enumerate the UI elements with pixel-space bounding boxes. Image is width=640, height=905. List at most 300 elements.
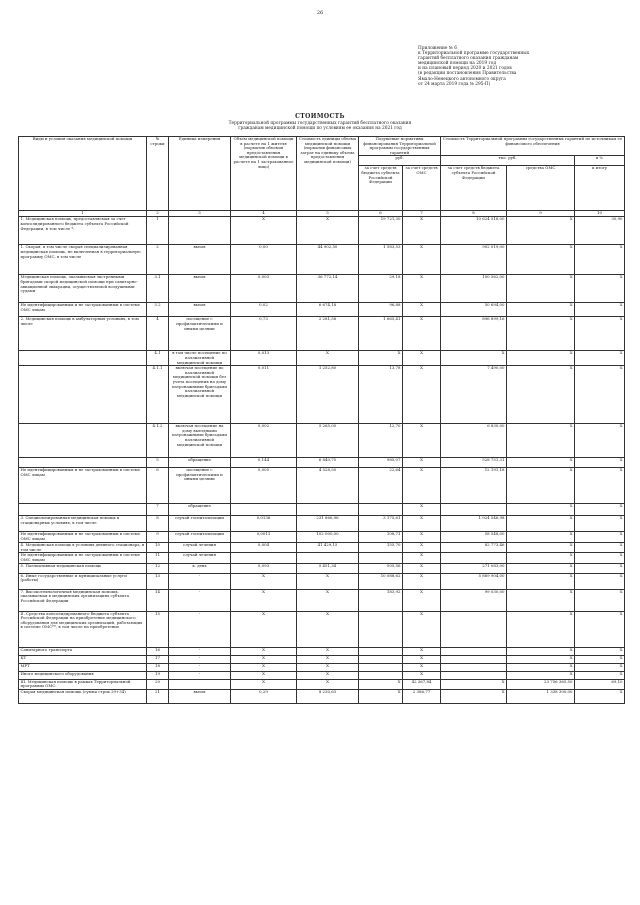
page-number: 26: [316, 10, 324, 16]
row-pc-oms: X: [403, 647, 441, 655]
row-unit-cost: 6 840,75: [297, 458, 359, 468]
table-row: [19, 543, 625, 553]
row-unit: вызов: [169, 245, 231, 275]
row-pc-oms: X: [403, 468, 441, 504]
row-unit-cost: 102 000,00: [297, 532, 359, 543]
row-number: 20: [147, 679, 169, 689]
row-volume: 0,002: [231, 424, 297, 458]
row-percent: X: [575, 689, 625, 703]
row-unit-cost: X: [297, 671, 359, 679]
row-sum-budget: [441, 671, 507, 679]
appendix-note: [418, 46, 623, 87]
row-unit-cost: X: [297, 351, 359, 366]
appendix-line: и на плановый период 2020 и 2021 годов: [418, 66, 512, 72]
row-unit: -: [169, 611, 231, 647]
header-row-number: № строки: [147, 137, 169, 211]
row-sum-oms: X: [507, 458, 575, 468]
row-percent: X: [575, 589, 625, 611]
row-sum-oms: X: [507, 563, 575, 573]
row-sum-budget: 896 899,16: [441, 317, 507, 351]
row-number: 4: [147, 317, 169, 351]
header-unit-cost: Стоимость единицы объема медицинской помощи (норматив финансовых затрат на единицу объема предоставления медицинской помощи): [297, 137, 359, 211]
row-number: 14: [147, 589, 169, 611]
row-pc-budget: 19 721,30: [359, 217, 403, 245]
row-sum-oms: X: [507, 351, 575, 366]
table-row: [19, 468, 625, 504]
row-unit-cost: 44 902,50: [297, 245, 359, 275]
row-number: 3.2: [147, 303, 169, 317]
row-sum-oms: X: [507, 543, 575, 553]
row-pc-budget: 1 583,53: [359, 245, 403, 275]
row-sum-budget: 902 019,00: [441, 245, 507, 275]
row-unit: вызов: [169, 689, 231, 703]
row-volume: 0,144: [231, 458, 297, 468]
row-unit: -: [169, 671, 231, 679]
column-number: 1: [19, 211, 147, 217]
row-unit: включая посещение по паллиативной медицинской помощи без учета посещения на дому патронажными бригадами паллиативной медицинской помощи: [169, 366, 231, 424]
row-number: 12: [147, 563, 169, 573]
table-row: [19, 647, 625, 655]
row-percent: X: [575, 543, 625, 553]
header-percent-label: в %: [595, 155, 604, 161]
row-unit-cost: 6 674,18: [297, 303, 359, 317]
table-row: [19, 458, 625, 468]
row-unit-cost: 4 528,50: [297, 468, 359, 504]
subtitle-line: Территориальной программы государственных гарантий бесплатного оказания: [228, 121, 412, 126]
header-per-capita-unit: руб.: [359, 156, 441, 166]
row-percent: X: [575, 468, 625, 504]
row-pc-budget: 96,88: [359, 303, 403, 317]
row-unit: -: [169, 573, 231, 589]
row-unit: -: [169, 647, 231, 655]
row-volume: X: [231, 655, 297, 663]
row-sum-budget: [441, 611, 507, 647]
row-sum-budget: 10 624 518,00: [441, 217, 507, 245]
row-number: 16: [147, 647, 169, 655]
table-row: [19, 589, 625, 611]
row-pc-budget: X: [359, 679, 403, 689]
row-sum-oms: X: [507, 663, 575, 671]
row-name: 7. Высокотехнологичная медицинская помощь, оказываемая в медицинских организациях субъекта Российской Федерации: [19, 589, 147, 611]
row-unit: включая посещение на дому выездными патронажными бригадами паллиативной медицинской помощи: [169, 424, 231, 458]
row-name: 1. Медицинская помощь, предоставляемая за счет консолидированного бюджета субъекта Российской Федерации, в том числе *:: [19, 217, 147, 245]
row-percent: X: [575, 504, 625, 516]
row-sum-oms: X: [507, 589, 575, 611]
row-name: 3. Специализированная медицинская помощь в стационарных условиях, в том числе: [19, 516, 147, 532]
row-sum-oms: X: [507, 611, 575, 647]
row-sum-budget: 50 694,00: [441, 303, 507, 317]
row-volume: 0,011: [231, 366, 297, 424]
row-sum-budget: [441, 655, 507, 663]
row-percent: X: [575, 655, 625, 663]
row-number: 5: [147, 458, 169, 468]
row-pc-budget: [359, 655, 403, 663]
row-sum-oms: X: [507, 504, 575, 516]
row-sum-oms: 1 338 300,00: [507, 689, 575, 703]
row-sum-oms: X: [507, 317, 575, 351]
column-number: 9: [507, 211, 575, 217]
row-unit-cost: X: [297, 663, 359, 671]
appendix-line: гарантий бесплатного оказания гражданам: [418, 56, 519, 62]
row-volume: X: [231, 679, 297, 689]
row-sum-oms: X: [507, 245, 575, 275]
row-pc-oms: 42 367,84: [403, 679, 441, 689]
table-row: [19, 679, 625, 689]
row-sum-oms: X: [507, 468, 575, 504]
row-pc-oms: X: [403, 217, 441, 245]
row-volume: 0,29: [231, 689, 297, 703]
row-pc-oms: X: [403, 663, 441, 671]
row-number: 3.1: [147, 275, 169, 303]
row-percent: 69,10: [575, 679, 625, 689]
row-pc-budget: X: [359, 689, 403, 703]
row-pc-budget: X: [359, 351, 403, 366]
row-percent: X: [575, 351, 625, 366]
table-row: [19, 563, 625, 573]
row-sum-oms: X: [507, 671, 575, 679]
row-sum-budget: X: [441, 679, 507, 689]
table-row: [19, 663, 625, 671]
row-name: Медицинская помощь, оказываемая экстренными бригадами скорой медицинской помощи при санитарно-авиационной эвакуации, осуществляемой воздушными судами: [19, 275, 147, 303]
row-name: Не идентифицированным и не застрахованным в системе ОМС лицам: [19, 468, 147, 504]
row-unit-cost: 5 451,34: [297, 563, 359, 573]
row-percent: X: [575, 671, 625, 679]
row-volume: X: [231, 589, 297, 611]
header-program-cost-group: Стоимость Территориальной программы государственных гарантий по источникам ее финансового обеспечения: [441, 137, 625, 156]
row-unit: случай лечения: [169, 553, 231, 563]
table-row: [19, 671, 625, 679]
row-volume: X: [231, 217, 297, 245]
row-pc-oms: X: [403, 671, 441, 679]
row-sum-budget: 58 548,00: [441, 532, 507, 543]
row-sum-oms: X: [507, 275, 575, 303]
row-name: КТ: [19, 655, 147, 663]
row-pc-budget: [359, 647, 403, 655]
row-number: 17: [147, 655, 169, 663]
row-sum-budget: [441, 647, 507, 655]
row-pc-oms: X: [403, 553, 441, 563]
row-unit: [169, 217, 231, 245]
row-percent: X: [575, 303, 625, 317]
column-number: 7: [403, 211, 441, 217]
row-sum-budget: 1 924 546,98: [441, 516, 507, 532]
row-sum-oms: X: [507, 424, 575, 458]
row-pc-budget: 13,78: [359, 366, 403, 424]
row-unit: в том числе посещение по паллиативной медицинской помощи: [169, 351, 231, 366]
row-pc-budget: 1 665,41: [359, 317, 403, 351]
table-row: [19, 351, 625, 366]
row-name: [19, 366, 147, 424]
row-unit-cost: 5 265,00: [297, 424, 359, 458]
row-unit-cost: X: [297, 573, 359, 589]
row-pc-budget: 29,18: [359, 275, 403, 303]
row-pc-budget: 22,64: [359, 468, 403, 504]
appendix-line: к Территориальной программе государственных: [418, 51, 530, 57]
subtitle-line: гражданам медицинской помощи по условиям ее оказания на 2021 год: [238, 126, 402, 132]
row-pc-budget: 183,92: [359, 589, 403, 611]
header-cost-unit: тыс. руб.: [441, 156, 575, 166]
row-unit-cost: [297, 553, 359, 563]
row-volume: 0,02: [231, 303, 297, 317]
row-pc-oms: X: [403, 458, 441, 468]
row-pc-budget: [359, 671, 403, 679]
row-name: МРТ: [19, 663, 147, 671]
header-pc-budget: за счет средств бюджета субъекта Российской Федерации: [359, 166, 403, 211]
row-sum-budget: [441, 663, 507, 671]
row-sum-oms: 23 756 365,50: [507, 679, 575, 689]
row-sum-oms: X: [507, 655, 575, 663]
row-unit: случай госпитализации: [169, 516, 231, 532]
row-percent: X: [575, 532, 625, 543]
row-percent: X: [575, 245, 625, 275]
row-name: 2. Медицинская помощь в амбулаторных условиях, в том числе: [19, 317, 147, 351]
row-percent: X: [575, 516, 625, 532]
row-name: 5. Паллиативная медицинская помощь: [19, 563, 147, 573]
row-sum-budget: 12 191,18: [441, 468, 507, 504]
row-unit-cost: X: [297, 679, 359, 689]
row-pc-oms: X: [403, 516, 441, 532]
row-unit: обращение: [169, 458, 231, 468]
row-percent: X: [575, 317, 625, 351]
row-number: 15: [147, 611, 169, 647]
row-unit: случай госпитализации: [169, 532, 231, 543]
header-services: Виды и условия оказания медицинской помощи: [19, 137, 147, 211]
row-number: 7: [147, 504, 169, 516]
row-sum-oms: X: [507, 516, 575, 532]
row-percent: X: [575, 553, 625, 563]
row-unit-cost: 36 772,14: [297, 275, 359, 303]
row-number: 11: [147, 553, 169, 563]
row-pc-oms: X: [403, 245, 441, 275]
header-percent-sub: к итогу: [575, 166, 625, 211]
row-pc-oms: X: [403, 532, 441, 543]
row-pc-oms: X: [403, 504, 441, 516]
row-number: 1: [147, 217, 169, 245]
row-sum-oms: X: [507, 366, 575, 424]
table-row: [19, 217, 625, 245]
appendix-line: Приложение № 6: [418, 46, 457, 51]
row-volume: 0,013: [231, 351, 297, 366]
row-volume: 0,0136: [231, 516, 297, 532]
row-volume: 0,005: [231, 468, 297, 504]
row-unit: случай лечения: [169, 543, 231, 553]
row-volume: [231, 553, 297, 563]
appendix-line: медицинской помощи на 2019 год: [418, 61, 496, 67]
row-pc-budget: 3 175,61: [359, 516, 403, 532]
row-unit: вызов: [169, 303, 231, 317]
header-percent: [575, 156, 625, 166]
row-sum-budget: 271 083,00: [441, 563, 507, 573]
table-row: [19, 303, 625, 317]
table-row: [19, 275, 625, 303]
row-name: 1. Скорая, в том числе скорая специализированная медицинская помощь, не включенная в территориальную программу ОМС, в том числе: [19, 245, 147, 275]
row-pc-oms: 2 386,77: [403, 689, 441, 703]
row-unit-cost: 1 252,80: [297, 366, 359, 424]
row-name: [19, 351, 147, 366]
row-percent: 30,90: [575, 217, 625, 245]
row-unit-cost: X: [297, 589, 359, 611]
row-unit: -: [169, 655, 231, 663]
row-sum-budget: [441, 553, 507, 563]
row-percent: X: [575, 563, 625, 573]
row-percent: X: [575, 647, 625, 655]
row-name: [19, 504, 147, 516]
row-sum-oms: X: [507, 217, 575, 245]
row-sum-oms: X: [507, 532, 575, 543]
row-name: Не идентифицированным и не застрахованным в системе ОМС лицам: [19, 532, 147, 543]
header-volume: Объем медицинской помощи в расчете на 1 жителя (норматив объемов предоставления медицинской помощи в расчете на 1 застрахованное лицо): [231, 137, 297, 211]
row-sum-oms: X: [507, 573, 575, 589]
row-sum-oms: X: [507, 303, 575, 317]
row-volume: 0,73: [231, 317, 297, 351]
appendix-line: Ямало-Ненецкого автономного округа: [418, 76, 506, 82]
row-pc-budget: 155,70: [359, 543, 403, 553]
row-pc-oms: X: [403, 563, 441, 573]
row-volume: 0,00: [231, 245, 297, 275]
header-per-capita-group: Подушевые нормативы финансирования Территориальной программы государственных гарантий: [359, 137, 441, 156]
document-title: СТОИМОСТЬ: [295, 113, 345, 120]
row-unit: к. день: [169, 563, 231, 573]
row-number: 4.1.1: [147, 366, 169, 424]
row-name: [19, 458, 147, 468]
row-volume: 0,0011: [231, 532, 297, 543]
row-name: [19, 424, 147, 458]
row-pc-oms: X: [403, 655, 441, 663]
table-row: [19, 424, 625, 458]
table-row: [19, 655, 625, 663]
table-row: [19, 553, 625, 563]
column-number: 10: [575, 211, 625, 217]
row-sum-budget: 5 869 904,00: [441, 573, 507, 589]
row-pc-budget: [359, 553, 403, 563]
table-row: [19, 689, 625, 703]
table-row: [19, 532, 625, 543]
row-sum-budget: 528 751,31: [441, 458, 507, 468]
row-unit-cost: X: [297, 611, 359, 647]
table-row: [19, 245, 625, 275]
row-name: 6. Иные государственные и муниципальные услуги (работы): [19, 573, 147, 589]
row-volume: [231, 504, 297, 516]
appendix-line: (в редакции постановления Правительства: [418, 71, 517, 77]
row-number: 4.1.2: [147, 424, 169, 458]
row-number: 18: [147, 663, 169, 671]
row-unit-cost: X: [297, 647, 359, 655]
column-number: 5: [297, 211, 359, 217]
row-pc-oms: X: [403, 317, 441, 351]
cost-table: [18, 136, 625, 704]
row-percent: X: [575, 611, 625, 647]
row-name: Не идентифицированным и не застрахованным в системе ОМС лицам: [19, 553, 147, 563]
row-pc-oms: X: [403, 366, 441, 424]
row-name: Не идентифицированным и не застрахованным в системе ОМС лицам: [19, 303, 147, 317]
row-volume: X: [231, 671, 297, 679]
row-pc-budget: [359, 504, 403, 516]
row-number: 13: [147, 573, 169, 589]
row-number: 10: [147, 543, 169, 553]
row-name: Скорая медицинская помощь (сумма строк 29+34): [19, 689, 147, 703]
table-row: [19, 516, 625, 532]
column-number: 8: [441, 211, 507, 217]
row-unit-cost: 231 866,96: [297, 516, 359, 532]
row-name: III. Медицинская помощь в рамках Территориальной программы ОМС:: [19, 679, 147, 689]
header-unit: Единица измерения: [169, 137, 231, 211]
row-pc-oms: X: [403, 589, 441, 611]
row-sum-budget: [441, 504, 507, 516]
row-volume: X: [231, 663, 297, 671]
row-number: 21: [147, 689, 169, 703]
column-number: 4: [231, 211, 297, 217]
row-percent: X: [575, 573, 625, 589]
row-pc-oms: X: [403, 275, 441, 303]
row-pc-oms: X: [403, 573, 441, 589]
row-pc-oms: X: [403, 543, 441, 553]
row-sum-oms: X: [507, 553, 575, 563]
row-unit: -: [169, 589, 231, 611]
row-pc-budget: 505,56: [359, 563, 403, 573]
row-pc-budget: [359, 663, 403, 671]
row-number: 19: [147, 671, 169, 679]
row-percent: X: [575, 424, 625, 458]
row-unit: посещение с профилактическими и иными целями: [169, 468, 231, 504]
column-number: 6: [359, 211, 403, 217]
row-pc-budget: [359, 611, 403, 647]
row-sum-budget: 6 830,00: [441, 424, 507, 458]
row-unit: обращение: [169, 504, 231, 516]
row-name: Санитарного транспорта: [19, 647, 147, 655]
row-volume: X: [231, 611, 297, 647]
row-name: Иного медицинского оборудования: [19, 671, 147, 679]
column-number: 2: [147, 211, 169, 217]
row-number: 8: [147, 516, 169, 532]
row-number: 2: [147, 245, 169, 275]
document-subtitle: [0, 121, 640, 131]
row-pc-budget: 108,71: [359, 532, 403, 543]
row-pc-budget: 10 088,62: [359, 573, 403, 589]
row-number: 6: [147, 468, 169, 504]
row-volume: 0,004: [231, 543, 297, 553]
row-name: II. Средства консолидированного бюджета субъекта Российской Федерации на приобретение медицинского оборудования для медицинских организаций, работающих в системе ОМС**, в том числе на приобретение: [19, 611, 147, 647]
row-pc-budget: 12,70: [359, 424, 403, 458]
row-volume: 0,003: [231, 275, 297, 303]
appendix-line: от 24 марта 2019 года № 295-П): [418, 81, 491, 87]
row-unit: посещение с профилактическими и иными целями: [169, 317, 231, 351]
row-pc-budget: 985,07: [359, 458, 403, 468]
row-unit: -: [169, 663, 231, 671]
row-sum-budget: 100 562,00: [441, 275, 507, 303]
row-percent: X: [575, 663, 625, 671]
row-unit: вызов: [169, 275, 231, 303]
table-row: [19, 317, 625, 351]
row-sum-budget: X: [441, 689, 507, 703]
row-unit: [169, 679, 231, 689]
row-percent: X: [575, 366, 625, 424]
column-number: 3: [169, 211, 231, 217]
table-row: [19, 366, 625, 424]
row-sum-budget: 82 773,46: [441, 543, 507, 553]
row-pc-oms: X: [403, 424, 441, 458]
row-number: 4.1: [147, 351, 169, 366]
row-percent: X: [575, 275, 625, 303]
row-unit-cost: [297, 504, 359, 516]
row-pc-oms: X: [403, 351, 441, 366]
row-unit-cost: 8 230,63: [297, 689, 359, 703]
header-pc-oms: за счет средств ОМС: [403, 166, 441, 211]
row-sum-budget: 7 490,00: [441, 366, 507, 424]
row-sum-budget: X: [441, 351, 507, 366]
table-row: [19, 611, 625, 647]
row-pc-oms: X: [403, 611, 441, 647]
table-row: [19, 504, 625, 516]
